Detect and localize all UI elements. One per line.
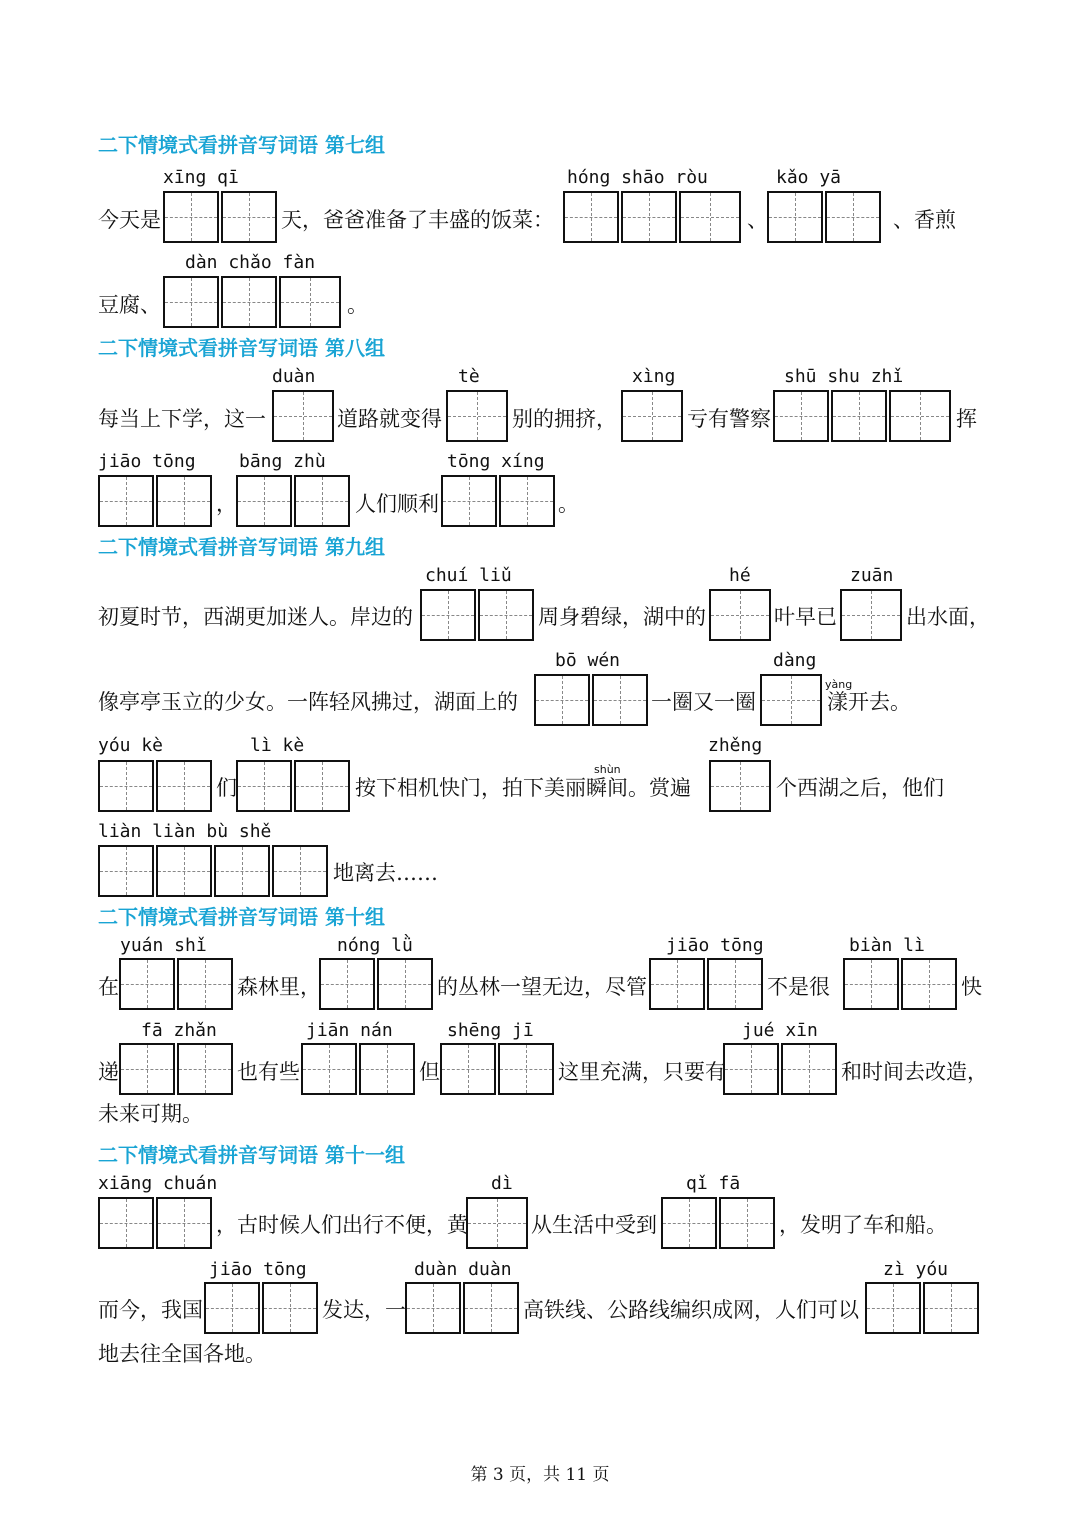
pinyin: yóu kè <box>98 735 164 756</box>
answer-box[interactable] <box>723 1043 839 1095</box>
answer-box[interactable] <box>98 475 214 527</box>
answer-box[interactable] <box>466 1197 530 1249</box>
sentence-text: 个西湖之后，他们 <box>776 776 944 800</box>
answer-box[interactable] <box>840 589 904 641</box>
pinyin: dì <box>491 1173 513 1194</box>
answer-box[interactable] <box>301 1043 417 1095</box>
sentence-text: 地去往全国各地。 <box>98 1342 266 1366</box>
sentence-text: 、香煎 <box>893 208 956 232</box>
pinyin: nóng lǜ <box>337 935 413 956</box>
sentence-text: 每当上下学，这一 <box>98 407 266 431</box>
pinyin: tōng xíng <box>447 451 545 472</box>
sentence-text: 挥 <box>956 407 977 431</box>
sentence-text: 也有些 <box>237 1060 300 1084</box>
answer-box[interactable] <box>767 191 883 243</box>
pinyin: xiāng chuán <box>98 1173 218 1194</box>
sentence-text: 像亭亭玉立的少女。一阵轻风拂过，湖面上的 <box>98 690 518 714</box>
pinyin: qǐ fā <box>686 1173 741 1194</box>
answer-box[interactable] <box>119 1043 235 1095</box>
sentence-text: 发达，一 <box>322 1298 406 1322</box>
answer-box[interactable] <box>534 674 650 726</box>
answer-box[interactable] <box>236 760 352 812</box>
sentence-text: 高铁线、公路线编织成网，人们可以 <box>523 1298 859 1322</box>
sentence-text: 但 <box>419 1060 440 1084</box>
pinyin: fā zhǎn <box>141 1020 217 1041</box>
pinyin: shēng jī <box>447 1020 534 1041</box>
sentence-text: 而今，我国 <box>98 1298 203 1322</box>
answer-box[interactable] <box>98 1197 214 1249</box>
page-footer: 第 3 页，共 11 页 <box>470 1465 610 1485</box>
sentence-text: 。 <box>347 293 368 317</box>
answer-box[interactable] <box>163 276 343 328</box>
pinyin: xīng qī <box>163 167 239 188</box>
answer-box[interactable] <box>98 845 330 897</box>
answer-box[interactable] <box>405 1282 521 1334</box>
pinyin: tè <box>458 366 480 387</box>
pinyin: zì yóu <box>883 1259 949 1280</box>
answer-box[interactable] <box>661 1197 777 1249</box>
pinyin: jiāo tōng <box>98 451 196 472</box>
sentence-text: 在 <box>98 975 119 999</box>
answer-box[interactable] <box>843 958 959 1010</box>
sentence-text: 未来可期。 <box>98 1102 203 1126</box>
heading-group-9: 二下情境式看拼音写词语 第九组 <box>98 535 385 559</box>
pinyin: jiān nán <box>306 1020 393 1041</box>
sentence-text: 从生活中受到 <box>531 1213 657 1237</box>
sentence-text: ，发明了车和船。 <box>779 1213 947 1237</box>
pinyin: jué xīn <box>742 1020 818 1041</box>
pinyin-annotation: yàng <box>825 678 853 691</box>
pinyin: yuán shǐ <box>120 935 207 956</box>
answer-box[interactable] <box>649 958 765 1010</box>
sentence-text: 。 <box>558 492 579 516</box>
answer-box[interactable] <box>621 390 685 442</box>
sentence-text: 和时间去改造， <box>841 1060 988 1084</box>
pinyin: bō wén <box>555 650 621 671</box>
sentence-text: 别的拥挤， <box>512 407 617 431</box>
pinyin: duàn <box>272 366 316 387</box>
sentence-text: 初夏时节，西湖更加迷人。岸边的 <box>98 605 413 629</box>
sentence-text: 一圈又一圈 <box>651 690 756 714</box>
sentence-text: 天，爸爸准备了丰盛的饭菜： <box>281 208 554 232</box>
pinyin: hé <box>729 565 751 586</box>
pinyin: xìng <box>632 366 676 387</box>
sentence-text: 道路就变得 <box>337 407 442 431</box>
pinyin: jiāo tōng <box>666 935 764 956</box>
sentence-text: 地离去…… <box>333 861 438 885</box>
answer-box[interactable] <box>440 1043 556 1095</box>
answer-box[interactable] <box>98 760 214 812</box>
answer-box[interactable] <box>441 475 557 527</box>
sentence-text: 不是很 <box>767 975 830 999</box>
answer-box[interactable] <box>563 191 743 243</box>
answer-box[interactable] <box>773 390 953 442</box>
pinyin: chuí liǔ <box>425 565 512 586</box>
sentence-text: 递 <box>98 1060 119 1084</box>
pinyin: zhěng <box>708 735 763 756</box>
pinyin: zuān <box>850 565 894 586</box>
sentence-text: 按下相机快门，拍下美丽瞬间。赏遍 <box>355 776 691 800</box>
pinyin: biàn lì <box>849 935 925 956</box>
heading-group-7: 二下情境式看拼音写词语 第七组 <box>98 133 385 157</box>
pinyin: bāng zhù <box>239 451 326 472</box>
answer-box[interactable] <box>204 1282 320 1334</box>
sentence-text: 漾开去。 <box>827 690 911 714</box>
pinyin: dàng <box>773 650 817 671</box>
pinyin: kǎo yā <box>776 167 842 188</box>
pinyin: dàn chǎo fàn <box>185 252 316 273</box>
heading-group-11: 二下情境式看拼音写词语 第十一组 <box>98 1143 405 1167</box>
answer-box[interactable] <box>709 760 773 812</box>
sentence-text: 叶早已 <box>774 605 837 629</box>
answer-box[interactable] <box>709 589 773 641</box>
sentence-text: 快 <box>961 975 982 999</box>
sentence-text: 森林里， <box>237 975 321 999</box>
heading-group-10: 二下情境式看拼音写词语 第十组 <box>98 905 385 929</box>
answer-box[interactable] <box>163 191 279 243</box>
pinyin: duàn duàn <box>414 1259 512 1280</box>
answer-box[interactable] <box>865 1282 981 1334</box>
pinyin: jiāo tōng <box>209 1259 307 1280</box>
sentence-text: 的丛林一望无边，尽管 <box>437 975 647 999</box>
pinyin: shū shu zhǐ <box>784 366 904 387</box>
sentence-text: 豆腐、 <box>98 293 161 317</box>
answer-box[interactable] <box>760 674 824 726</box>
pinyin: liàn liàn bù shě <box>98 821 272 842</box>
sentence-text: 亏有警察 <box>687 407 771 431</box>
sentence-text: ， <box>216 492 237 516</box>
answer-box[interactable] <box>420 589 536 641</box>
pinyin: hóng shāo ròu <box>567 167 708 188</box>
sentence-text: ，古时候人们出行不便，黄 <box>216 1213 468 1237</box>
pinyin: lì kè <box>250 735 305 756</box>
sentence-text: 这里充满，只要有 <box>558 1060 726 1084</box>
sentence-text: 人们顺利 <box>355 492 439 516</box>
sentence-text: 今天是 <box>98 208 161 232</box>
sentence-text: 、 <box>747 208 768 232</box>
sentence-text: 出水面， <box>906 605 990 629</box>
heading-group-8: 二下情境式看拼音写词语 第八组 <box>98 336 385 360</box>
pinyin-annotation: shùn <box>594 763 621 776</box>
answer-box[interactable] <box>319 958 435 1010</box>
answer-box[interactable] <box>272 390 336 442</box>
sentence-text: 周身碧绿，湖中的 <box>538 605 706 629</box>
answer-box[interactable] <box>119 958 235 1010</box>
answer-box[interactable] <box>236 475 352 527</box>
answer-box[interactable] <box>446 390 510 442</box>
sentence-text: 们 <box>216 776 237 800</box>
